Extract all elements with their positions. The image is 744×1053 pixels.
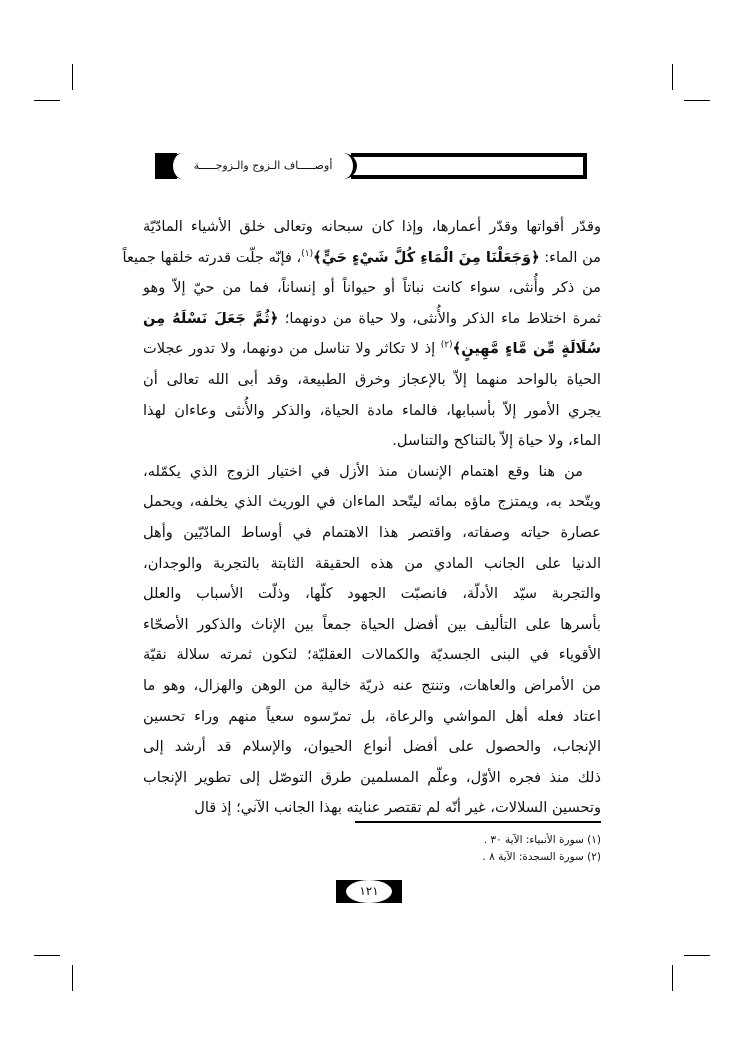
- header-frame: [351, 153, 587, 179]
- text-segment: الماء، ولا حياة إلاّ بالتناكح والتناسل.: [392, 432, 601, 450]
- crop-mark: [72, 965, 73, 991]
- footnote-1: (١) سورة الأنبياء: الآية ٣٠ .: [483, 834, 601, 846]
- text-segment: ، فإنّه جلّت قدرته خلقها جميعاً: [122, 248, 302, 266]
- quran-verse: ﴿ثُمَّ جَعَلَ نَسْلَهُ مِن: [143, 309, 279, 327]
- text-line: [143, 640, 601, 671]
- text-line: [143, 426, 601, 457]
- crop-mark: [34, 100, 60, 101]
- text-line: [143, 610, 601, 641]
- text-line: [143, 732, 601, 763]
- text-segment: ثمرة اختلاط ماء الذكر والأُنثى، ولا حياة من دونهما؛: [278, 309, 601, 327]
- text-line: [143, 212, 601, 243]
- quran-verse: سُلَالَةٍ مِّن مَّاءٍ مَّهِينٍ﴾: [452, 340, 601, 358]
- text-segment: ويتّحد به، ويمتزج ماؤه بمائه ليتّحد الماءان في الوريث الذي يخلفه، ويحمل: [143, 493, 601, 511]
- text-line: [143, 518, 601, 549]
- text-line: [143, 365, 601, 396]
- text-line: [143, 304, 601, 335]
- page-number: ١٢١: [346, 880, 392, 903]
- text-line: [143, 793, 601, 824]
- text-segment: من الماء:: [539, 248, 601, 266]
- crop-mark: [684, 100, 710, 101]
- text-segment: الدنيا على الجانب المادي من هذه الحقيقة الثابتة بالتجربة والوجدان،: [143, 554, 601, 572]
- text-segment: والتجربة سيّد الأدلّة، فانصبّت الجهود كلّها، وذلّت الأسباب والعلل: [143, 585, 601, 603]
- text-segment: اعتاد فعله أهل المواشي والرعاة، بل تمرّسوه سعياً منهم وراء تحسين: [143, 707, 601, 725]
- text-segment: من الأمراض والعاهات، وتنتج عنه ذريّة خالية من الوهن والهزال، وهو ما: [143, 676, 601, 694]
- footnote-ref: (١): [301, 248, 314, 259]
- page-number-badge: [336, 880, 402, 903]
- text-segment: وقدّر أقواتها وقدّر أعمارها، وإذا كان سبحانه وتعالى خلق الأشياء المادّيّة: [143, 218, 601, 235]
- crop-mark: [672, 64, 673, 90]
- text-line: [143, 273, 601, 304]
- text-segment: من هنا وقع اهتمام الإنسان منذ الأزل في اختيار الزوج الذي يكمّله،: [143, 462, 583, 480]
- text-segment: يجري الأمور إلاّ بأسبابها، فالماء مادة الحياة، والذكر والأُنثى وعاءان لهذا: [143, 401, 601, 419]
- text-segment: الأقوياء في البنى الجسديّة والكمالات العقليّة؛ لتكون ثمرته سلالة نقيّة: [143, 646, 601, 664]
- text-line: [143, 763, 601, 794]
- text-line: [143, 549, 601, 580]
- text-segment: من ذكر وأُنثى، سواء كانت نباتاً أو حيواناً أو إنساناً، فما من حيّ إلاّ وهو: [143, 279, 601, 297]
- running-header: [155, 153, 587, 179]
- footnote-2: (٢) سورة السجدة: الآية ٨ .: [482, 851, 601, 863]
- header-title: أوصـــــاف الـزوج والـزوجـــــة: [169, 153, 357, 179]
- text-segment: بأسرها على التأليف بين أفضل الحياة جمعاً بين الإناث والذكور الأصحّاء: [143, 615, 601, 633]
- crop-mark: [672, 965, 673, 991]
- text-segment: ذلك منذ فجره الأوّل، وعلّم المسلمين طرق التوصّل إلى تطوير الإنجاب: [143, 768, 601, 786]
- footnotes: [355, 832, 601, 866]
- text-line: [143, 671, 601, 702]
- crop-mark: [34, 955, 60, 956]
- text-line: [143, 702, 601, 733]
- text-line: [143, 579, 601, 610]
- quran-verse: ﴿وَجَعَلْنَا مِنَ الْمَاءِ كُلَّ شَيْءٍ حَيٍّ﴾: [313, 248, 540, 266]
- text-line: [143, 457, 601, 488]
- text-segment: وتحسين السلالات، غير أنّه لم تقتصر عنايته بهذا الجانب الآني؛ إذ قال: [194, 799, 601, 817]
- footnote-divider: [355, 821, 601, 823]
- text-segment: الإنجاب، والحصول على أفضل أنواع الحيوان، والإسلام قد أرشد إلى: [143, 738, 601, 756]
- text-line: [143, 487, 601, 518]
- text-line: [122, 243, 601, 274]
- text-segment: عصارة حياته وصفاته، واقتصر هذا الاهتمام في أوساط المادّيّين وأهل: [143, 523, 601, 541]
- text-line: [143, 334, 601, 365]
- text-segment: إذ لا تكاثر ولا تناسل من دونهما، ولا تدور عجلات: [143, 340, 441, 358]
- text-line: [143, 396, 601, 427]
- text-segment: الحياة بالواحد منهما إلاّ بالإعجاز وخرق الطبيعة، وقد أبى الله تعالى أن: [143, 370, 601, 388]
- body-text: [122, 212, 601, 824]
- footnote-ref: (٢): [440, 340, 453, 351]
- crop-mark: [72, 64, 73, 90]
- crop-mark: [684, 955, 710, 956]
